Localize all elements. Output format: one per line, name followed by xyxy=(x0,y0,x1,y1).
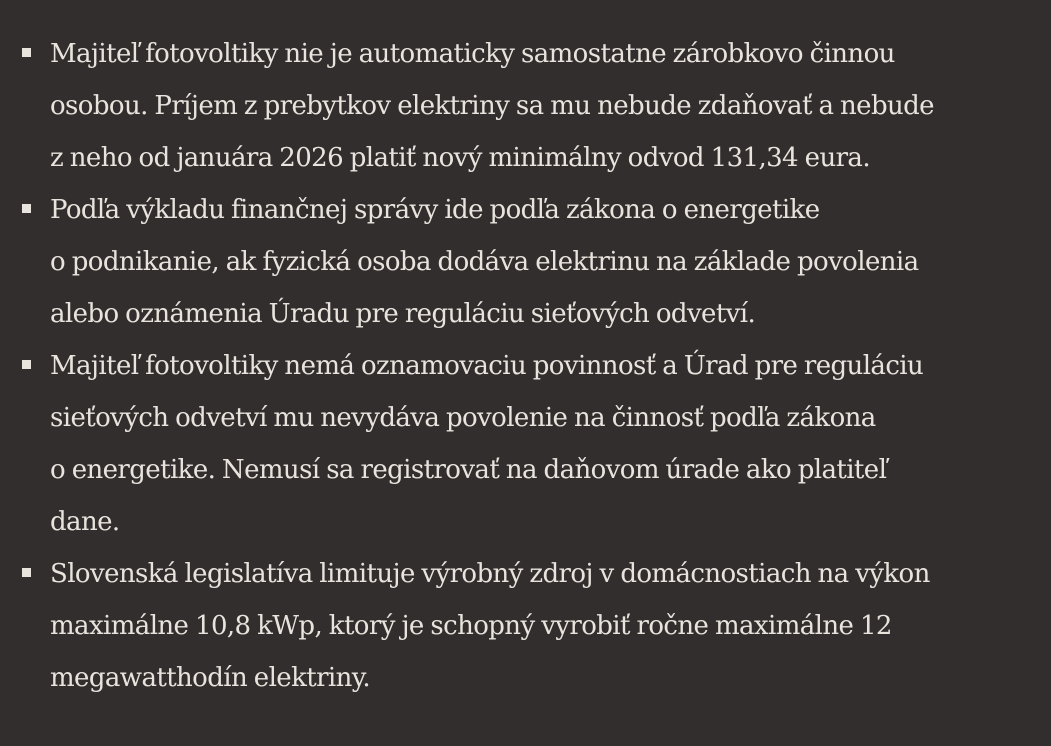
bullet-list xyxy=(50,28,1035,704)
bullet-text-line: Slovenská legislatíva limituje výrobný zdroj v domácnostiach na výkon xyxy=(50,559,930,589)
square-bullet-icon xyxy=(22,568,31,577)
bullet-text-line: megawatthodín elektriny. xyxy=(50,663,371,693)
bullet-item-3 xyxy=(50,340,1035,548)
bullet-text-line: sieťových odvetví mu nevydáva povolenie na činnosť podľa zákona xyxy=(50,403,876,433)
bullet-text-line: Podľa výkladu finančnej správy ide podľa zákona o energetike xyxy=(50,195,820,225)
bullet-text-line: z neho od januára 2026 platiť nový minimálny odvod 131,34 eura. xyxy=(50,143,870,173)
bullet-text-line: maximálne 10,8 kWp, ktorý je schopný vyrobiť ročne maximálne 12 xyxy=(50,611,892,641)
square-bullet-icon xyxy=(22,48,31,57)
bullet-text-line: Majiteľ fotovoltiky nemá oznamovaciu povinnosť a Úrad pre reguláciu xyxy=(50,351,924,381)
bullet-text-line: osobou. Príjem z prebytkov elektriny sa mu nebude zdaňovať a nebude xyxy=(50,91,934,121)
bullet-item-2 xyxy=(50,184,1035,340)
bullet-item-1 xyxy=(50,28,1035,184)
bullet-text-line: Majiteľ fotovoltiky nie je automaticky samostatne zárobkovo činnou xyxy=(50,39,895,69)
bullet-text-line: alebo oznámenia Úradu pre reguláciu sieťových odvetví. xyxy=(50,299,756,329)
square-bullet-icon xyxy=(22,360,31,369)
bullet-text-line: o energetike. Nemusí sa registrovať na daňovom úrade ako platiteľ xyxy=(50,455,887,485)
bullet-text-line: dane. xyxy=(50,507,120,537)
square-bullet-icon xyxy=(22,204,31,213)
bullet-item-4 xyxy=(50,548,1035,704)
bullet-text-line: o podnikanie, ak fyzická osoba dodáva elektrinu na základe povolenia xyxy=(50,247,919,277)
